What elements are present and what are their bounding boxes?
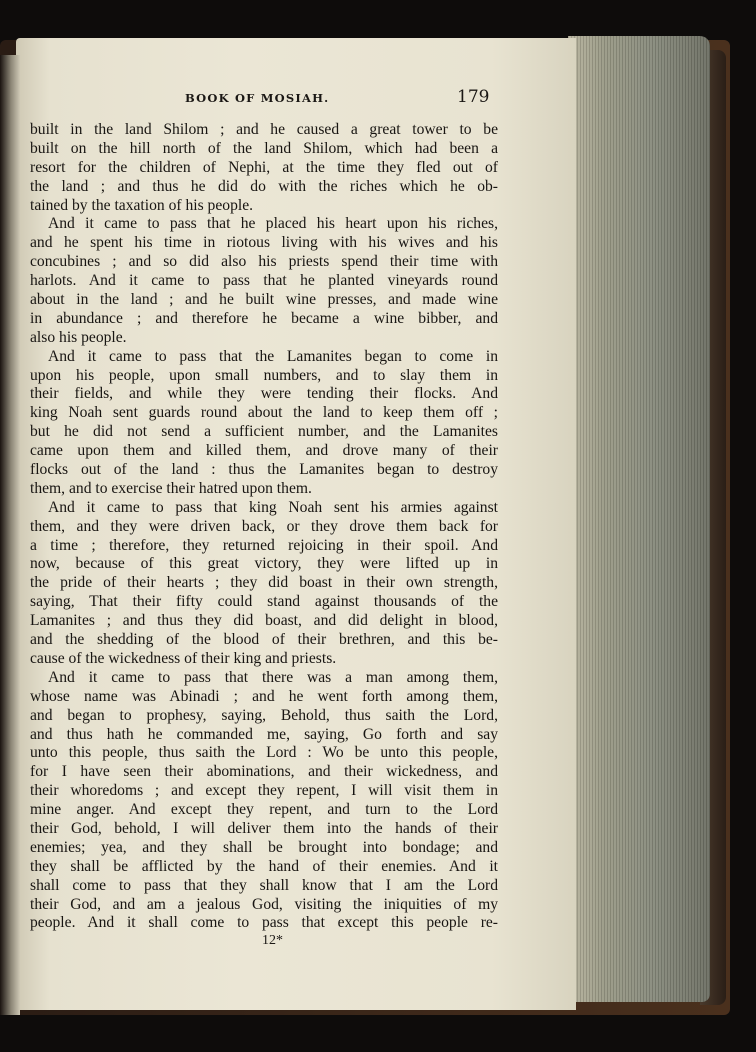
text-line: for I have seen their abominations, and their wickedness, and — [30, 763, 498, 781]
body-text — [30, 121, 498, 933]
text-line: people. And it shall come to pass that except this people re- — [30, 914, 498, 932]
page-number: 179 — [457, 87, 490, 107]
text-line: shall come to pass that they shall know that I am the Lord — [30, 876, 498, 894]
text-line: they shall be afflicted by the hand of their enemies. And it — [30, 857, 498, 875]
text-line: Lamanites ; and thus they did boast, and did delight in blood, — [30, 612, 498, 630]
text-line: and he spent his time in riotous living with his wives and his — [30, 234, 498, 252]
running-title: BOOK OF MOSIAH. — [185, 91, 330, 105]
text-line: And it came to pass that he placed his heart upon his riches, — [48, 215, 498, 233]
page-header — [0, 88, 570, 108]
text-line: came upon them and killed them, and drove many of their — [30, 442, 498, 460]
text-line: saying, That their fifty could stand against thousands of the — [30, 593, 498, 611]
text-line: cause of the wickedness of their king and priests. — [30, 649, 337, 667]
signature-mark: 12* — [262, 933, 283, 948]
text-line: upon his people, upon small numbers, and to slay them in — [30, 366, 498, 384]
text-line: king Noah sent guards round about the land to keep them off ; — [30, 404, 498, 422]
text-line: resort for the children of Nephi, at the time they fled out of — [30, 158, 498, 176]
text-line: harlots. And it came to pass that he planted vineyards round — [30, 272, 498, 290]
text-line: and the shedding of the blood of their brethren, and this be- — [30, 631, 498, 649]
text-line: and began to prophesy, saying, Behold, thus saith the Lord, — [30, 706, 498, 724]
text-line: them, and to exercise their hatred upon them. — [30, 479, 312, 497]
page-block-fore-edge — [568, 36, 710, 1002]
text-line: mine anger. And except they repent, and turn to the Lord — [30, 801, 498, 819]
text-line: unto this people, thus saith the Lord : Wo be unto this people, — [30, 744, 498, 762]
text-line: their God, behold, I will deliver them into the hands of their — [30, 819, 498, 837]
text-line: And it came to pass that there was a man among them, — [48, 668, 498, 686]
text-line: And it came to pass that king Noah sent his armies against — [48, 498, 498, 516]
text-line: but he did not send a sufficient number, and the Lamanites — [30, 423, 498, 441]
text-line: And it came to pass that the Lamanites began to come in — [48, 347, 498, 365]
text-line: now, because of this great victory, they were lifted up in — [30, 555, 498, 573]
text-line: flocks out of the land : thus the Lamanites began to destroy — [30, 461, 498, 479]
text-line: enemies; yea, and they shall be brought into bondage; and — [30, 838, 498, 856]
text-line: a time ; therefore, they returned rejoicing in their spoil. And — [30, 536, 498, 554]
text-line: them, and they were driven back, or they drove them back for — [30, 517, 498, 535]
binding-gutter — [0, 55, 20, 1015]
text-line: in abundance ; and therefore he became a wine bibber, and — [30, 309, 498, 327]
text-line: about in the land ; and he built wine presses, and made wine — [30, 291, 498, 309]
text-line: tained by the taxation of his people. — [30, 196, 254, 214]
text-line: their God, and am a jealous God, visiting the iniquities of my — [30, 895, 498, 913]
text-line: the pride of their hearts ; they did boast in their own strength, — [30, 574, 498, 592]
text-line: their fields, and while they were tending their flocks. And — [30, 385, 498, 403]
text-line: built in the land Shilom ; and he caused a great tower to be — [30, 121, 498, 138]
text-line: the land ; and thus he did do with the riches which he ob- — [30, 177, 498, 195]
text-line: also his people. — [30, 328, 127, 346]
text-line: their whoredoms ; and except they repent, I will visit them in — [30, 782, 498, 800]
text-line: concubines ; and so did also his priests spend their time with — [30, 253, 498, 271]
text-line: whose name was Abinadi ; and he went forth among them, — [30, 687, 498, 705]
text-line: built on the hill north of the land Shilom, which had been a — [30, 139, 498, 157]
text-line: and thus hath he commanded me, saying, Go forth and say — [30, 725, 498, 743]
